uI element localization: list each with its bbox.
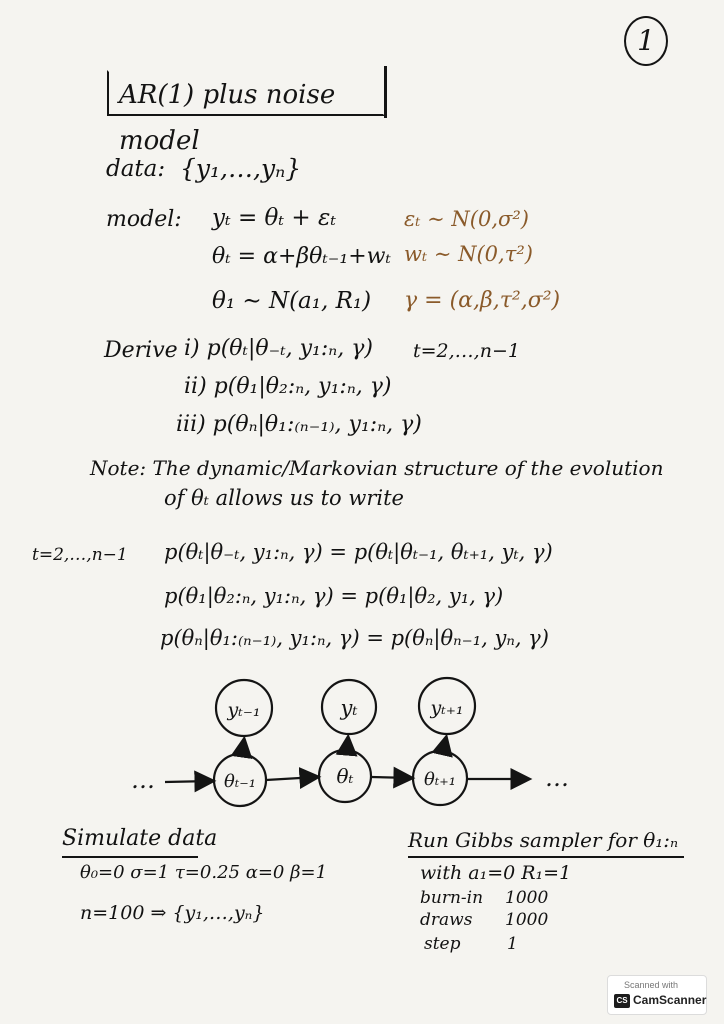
note-line-2: of θₜ allows us to write (164, 486, 404, 510)
data-label: data: (106, 156, 166, 182)
state-label-2: θₜ (336, 764, 354, 788)
gibbs-step-label: step (424, 934, 461, 954)
note-line-1: Note: The dynamic/Markovian structure of the evolution (90, 456, 664, 480)
state-space-graph (0, 660, 724, 810)
identity-eq-1: p(θₜ|θ₋ₜ, y₁:ₙ, γ) = p(θₜ|θₜ₋₁, θₜ₊₁, yₜ, γ) (164, 540, 553, 564)
state-noise: wₜ ∼ N(0,τ²) (404, 242, 533, 266)
identity-range: t=2,…,n−1 (32, 545, 128, 565)
gibbs-draws-label: draws (420, 910, 473, 930)
gibbs-burnin-value: 1000 (505, 888, 549, 908)
gibbs-step-value: 1 (507, 934, 518, 954)
gibbs-underline (408, 856, 684, 858)
right-ellipsis: … (545, 764, 569, 792)
gibbs-burnin-label: burn-in (420, 888, 484, 908)
gibbs-heading: Run Gibbs sampler for θ₁:ₙ (408, 828, 679, 852)
derive-item-ii: ii) p(θ₁|θ₂:ₙ, y₁:ₙ, γ) (184, 374, 392, 399)
simulate-heading: Simulate data (62, 826, 218, 851)
camscanner-logo-icon: CS (614, 994, 630, 1008)
stamp-caption: Scanned with (624, 980, 679, 990)
derive-item-i: i) p(θₜ|θ₋ₜ, y₁:ₙ, γ) (184, 336, 373, 361)
model-label: model: (106, 207, 182, 232)
obs-label-2: yₜ (340, 696, 358, 720)
simulate-underline (62, 856, 198, 858)
obs-label-1: yₜ₋₁ (227, 699, 261, 721)
derive-item-i-range: t=2,…,n−1 (413, 340, 520, 362)
state-label-3: θₜ₊₁ (424, 769, 456, 790)
initial-state: θ₁ ∼ N(a₁, R₁) (212, 288, 372, 314)
state-label-1: θₜ₋₁ (224, 771, 256, 792)
simulate-params: θ₀=0 σ=1 τ=0.25 α=0 β=1 (80, 862, 328, 883)
observation-noise: εₜ ∼ N(0,σ²) (404, 207, 529, 231)
page-number: 1 (624, 16, 668, 66)
state-equation: θₜ = α+βθₜ₋₁+wₜ (212, 244, 391, 269)
obs-label-3: yₜ₊₁ (430, 697, 464, 719)
identity-eq-3: p(θₙ|θ₁:₍ₙ₋₁₎, y₁:ₙ, γ) = p(θₙ|θₙ₋₁, yₙ, γ) (160, 626, 549, 650)
page-title: AR(1) plus noise model (107, 70, 385, 116)
data-set: {y₁,…,yₙ} (180, 154, 302, 183)
derive-label: Derive (104, 338, 178, 363)
camscanner-badge (607, 975, 707, 1015)
gibbs-draws-value: 1000 (505, 910, 549, 930)
left-ellipsis: … (131, 766, 155, 794)
parameter-vector: γ = (α,β,τ²,σ²) (404, 288, 561, 313)
identity-eq-2: p(θ₁|θ₂:ₙ, y₁:ₙ, γ) = p(θ₁|θ₂, y₁, γ) (164, 584, 504, 608)
gibbs-with: with a₁=0 R₁=1 (420, 862, 572, 884)
observation-equation: yₜ = θₜ + εₜ (212, 205, 336, 231)
simulate-n: n=100 ⇒ {y₁,…,yₙ} (80, 902, 265, 924)
stamp-brand: CamScanner (633, 993, 707, 1007)
derive-item-iii: iii) p(θₙ|θ₁:₍ₙ₋₁₎, y₁:ₙ, γ) (176, 412, 422, 437)
